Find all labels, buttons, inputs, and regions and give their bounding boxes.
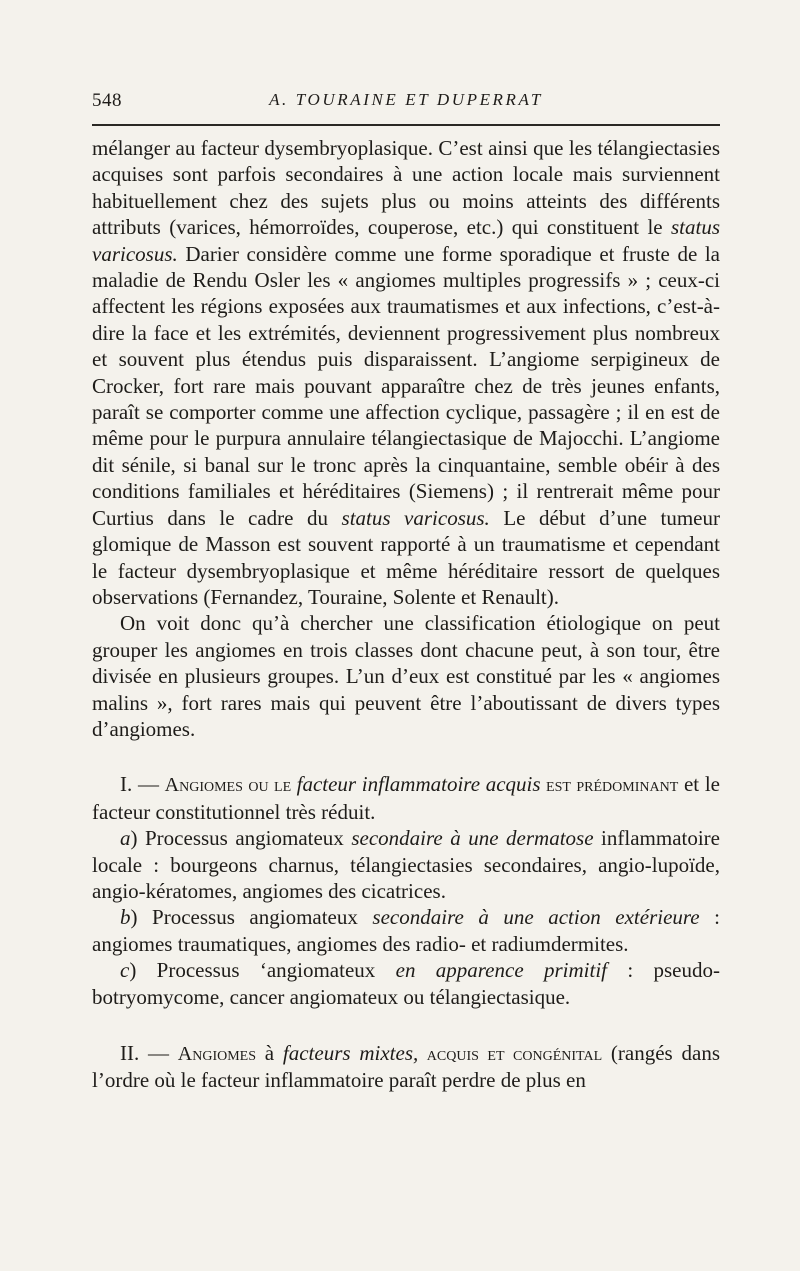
list-item-a: a) Processus angiomateux secondaire à une dermatose inflammatoire locale : bourgeons charnus, télangiectasies secondaires, angio-lupoïde, angio-kératomes, angiomes des cicatrices. <box>92 826 720 903</box>
latin-term: status varicosus. <box>341 505 490 530</box>
body-text <box>92 135 720 1094</box>
paragraph-continued: mélanger au facteur dysembryoplasique. C’est ainsi que les télangiectasies acquises sont parfois secondaires à une action locale mais surviennent habituellement chez des sujets plus ou moins atteints des différents attributs (varices, hémorroïdes, couperose, etc.) qui constituent le status varicosus. Darier considère comme une forme sporadique et fruste de la maladie de Rendu Osler les « angiomes multiples progressifs » ; ceux-ci affectent les régions exposées aux traumatismes et aux infections, c’est-à-dire la face et les extrémités, deviennent progressivement plus nombreux et souvent plus étendus puis disparaissent. L’angiome serpigineux de Crocker, fort rare mais pouvant apparaître chez de très jeunes enfants, paraît se comporter comme une affection cyclique, passagère ; il en est de même pour le purpura annulaire télangiectasique de Majocchi. L’angiome dit sénile, si banal sur le tronc après la cinquantaine, semble obéir à des conditions familiales et héréditaires (Siemens) ; il rentrerait même pour Curtius dans le cadre du status varicosus. Le début d’une tumeur glomique de Masson est souvent rapporté à un traumatisme et cependant le facteur dysembryoplasique et même héréditaire ressort de quelques observations (Fernandez, Touraine, Solente et Renault). <box>92 136 720 609</box>
running-head: A. TOURAINE ET DUPERRAT <box>269 90 543 109</box>
section-heading-2: II. — Angiomes à facteurs mixtes, acquis et congénital (rangés dans l’ordre où le facteur inflammatoire paraît perdre de plus en <box>92 1041 720 1093</box>
latin-term: status varicosus. <box>92 215 720 266</box>
page-header <box>92 86 720 118</box>
page-number: 548 <box>92 90 122 111</box>
list-item-b: b) Processus angiomateux secondaire à une action extérieure : angiomes traumatiques, angiomes des radio- et radiumdermites. <box>92 905 720 956</box>
header-rule <box>92 124 720 126</box>
paragraph-classification: On voit donc qu’à chercher une classification étiologique on peut grouper les angiomes en trois classes dont chacune peut, à son tour, être divisée en plusieurs groupes. L’un d’eux est constitué par les « angiomes malins », fort rares mais qui peuvent être l’aboutissant de divers types d’angiomes. <box>92 611 720 741</box>
list-item-c: c) Processus ‘angiomateux en apparence primitif : pseudo-botryomycome, cancer angiomateux ou télangiectasique. <box>92 958 720 1009</box>
section-heading-1: I. — Angiomes ou le facteur inflammatoire acquis est prédominant et le facteur constitutionnel très réduit. <box>92 772 720 824</box>
